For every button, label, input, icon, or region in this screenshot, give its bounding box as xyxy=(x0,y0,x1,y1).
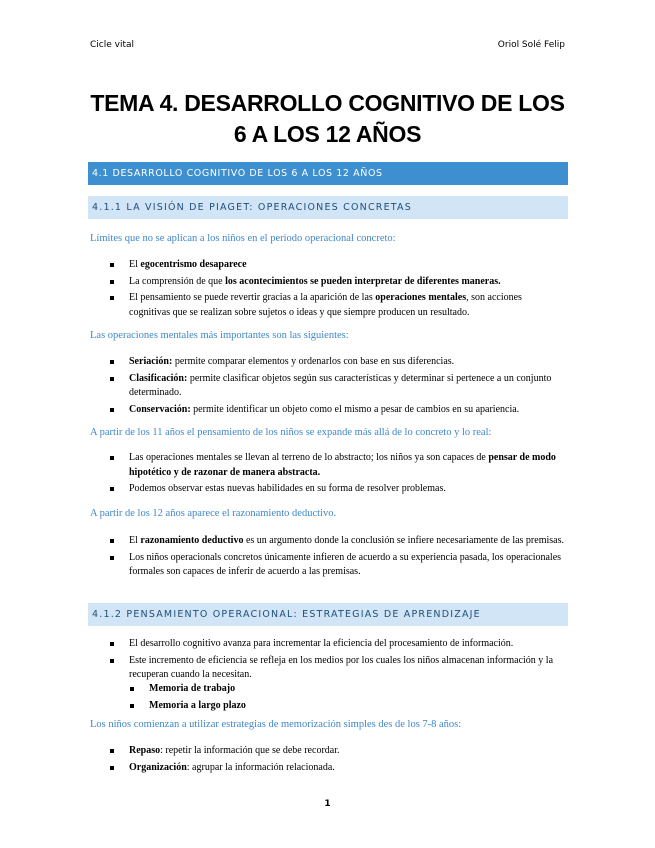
list-strategies xyxy=(110,744,565,777)
list-item: Conservación: permite identificar un objeto como el mismo a pesar de cambios en su apariencia. xyxy=(110,403,565,418)
lead-text-1: Límites que no se aplican a los niños en el periodo operacional concreto: xyxy=(90,233,396,244)
list-processing xyxy=(110,637,565,685)
list-item: Clasificación: permite clasificar objetos según sus características y determinar si pertenece a un conjunto determinado. xyxy=(110,372,565,401)
list-item: El razonamiento deductivo es un argumento donde la conclusión se infiere necesariamente de las premisas. xyxy=(110,534,565,549)
lead-text-2: Las operaciones mentales más importantes son las siguientes: xyxy=(90,330,349,341)
list-item: Memoria a largo plazo xyxy=(130,699,560,714)
page-number: 1 xyxy=(324,799,331,809)
list-item: Los niños operacionals concretos únicamente infieren de acuerdo a su experiencia pasada, los operacionales formales son capaces de inferir de acuerdo a las premisas. xyxy=(110,551,565,580)
section-4-1-1-heading: 4.1.1 LA VISIÓN DE PIAGET: OPERACIONES CONCRETAS xyxy=(88,196,568,219)
list-item: Memoria de trabajo xyxy=(130,682,560,697)
list-operations xyxy=(110,355,565,419)
lead-text-5: Los niños comienzan a utilizar estrategias de memorización simples des de los 7-8 años: xyxy=(90,719,462,730)
list-item: Organización: agrupar la información relacionada. xyxy=(110,761,565,776)
list-item: El pensamiento se puede revertir gracias a la aparición de las operaciones mentales, son acciones cognitivas que se realizan sobre sujetos o ideas y que siempre producen un resultado. xyxy=(110,291,565,320)
list-item: El egocentrismo desaparece xyxy=(110,258,565,273)
section-4-1-2-heading: 4.1.2 PENSAMIENTO OPERACIONAL: ESTRATEGIAS DE APRENDIZAJE xyxy=(88,603,568,626)
section-4-1-heading: 4.1 DESARROLLO COGNITIVO DE LOS 6 A LOS 12 AÑOS xyxy=(88,162,568,185)
header-right: Oriol Solé Felip xyxy=(497,40,565,50)
list-deductive xyxy=(110,534,565,582)
list-item: Repaso: repetir la información que se debe recordar. xyxy=(110,744,565,759)
page-title xyxy=(60,88,595,150)
list-memory-types xyxy=(130,682,560,715)
lead-text-4: A partir de los 12 años aparece el razonamiento deductivo. xyxy=(90,508,337,519)
list-item: El desarrollo cognitivo avanza para incrementar la eficiencia del procesamiento de información. xyxy=(110,637,565,652)
list-item: Las operaciones mentales se llevan al terreno de lo abstracto; los niños ya son capaces de pensar de modo hipotético y de razonar de manera abstracta. xyxy=(110,451,565,480)
title-line-1: TEMA 4. DESARROLLO COGNITIVO DE LOS xyxy=(90,90,565,116)
list-abstract xyxy=(110,451,565,499)
title-line-2: 6 A LOS 12 AÑOS xyxy=(233,121,422,147)
list-limits xyxy=(110,258,565,322)
list-item: La comprensión de que los acontecimientos se pueden interpretar de diferentes maneras. xyxy=(110,275,565,290)
list-item: Este incremento de eficiencia se refleja en los medios por los cuales los niños almacenan información y la recuperan cuando la necesitan. xyxy=(110,654,565,683)
list-item: Podemos observar estas nuevas habilidades en su forma de resolver problemas. xyxy=(110,482,565,497)
lead-text-3: A partir de los 11 años el pensamiento de los niños se expande más allá de lo concreto y lo real: xyxy=(90,427,492,438)
header-left: Cicle vital xyxy=(90,40,135,50)
list-item: Seriación: permite comparar elementos y ordenarlos con base en sus diferencias. xyxy=(110,355,565,370)
